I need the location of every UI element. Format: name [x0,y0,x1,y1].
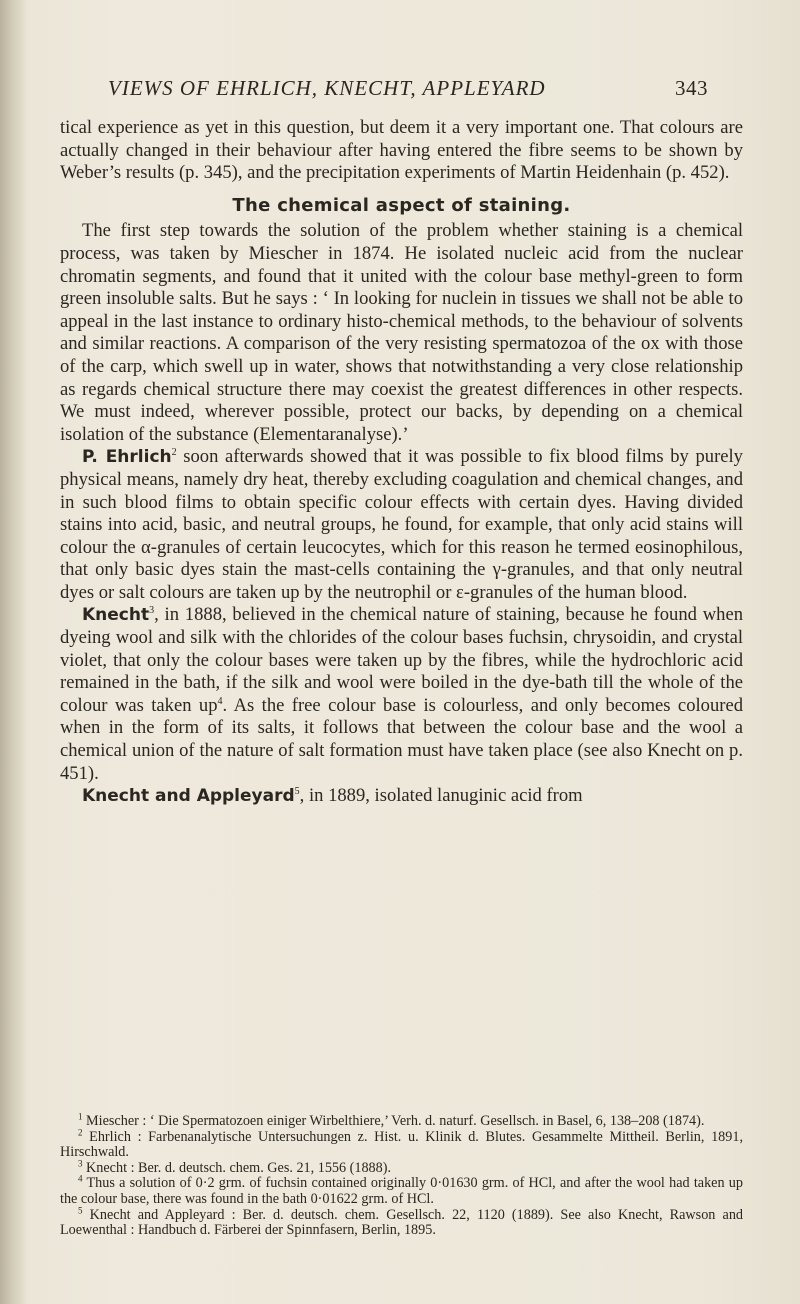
footnotes [60,1111,744,1239]
footnote-text: Ehrlich : Farbenanalytische Untersuchungen z. Hist. u. Klinik d. Blutes. Gesammelte Mittheil. Berlin, 1891, Hirschwald. [60,1128,743,1161]
footnote-ref-2: 2 [171,447,177,459]
paragraph-4-text-b: . As the free colour base is colourless, and only becomes coloured when in the form of its salts, it follows that between the colour base and the wool a chemical union of the nature of salt formation must have taken place (see also Knecht on p. 451). [60,694,743,784]
footnote-text: Miescher : ‘ Die Spermatozoen einiger Wirbelthiere,’ Verh. d. naturf. Gesellsch. in Basel, 6, 138–208 (1874). [86,1113,705,1129]
author-name-ehrlich: P. Ehrlich [82,447,172,468]
footnote-number: 5 [78,1204,83,1215]
paragraph-3 [60,446,743,604]
author-name-knecht-appleyard: Knecht and Appleyard [82,786,295,807]
paragraph-2 [60,220,743,446]
paragraph-2-text: The first step towards the solution of the problem whether staining is a chemical process, was taken by Miescher in 1874. He isolated nucleic acid from the nuclear chromatin segments, and found that it united with the colour base methyl-green to form green insoluble salts. But he says : ‘ In looking for nuclein in tissues we shall not be able to appeal in the last instance to ordinary histo-chemical methods, to the behaviour of solvents and similar reactions. A comparison of the very resisting spermatozoa of the ox with those of the carp, which swell up in water, shows that notwithstanding a very close relationship as regards chemical structure there may coexist the greatest differences in other respects. We must indeed, wherever possible, protect our backs, by depending on a chemical isolation of the substance (Elementaranalyse).’ [60,220,743,445]
footnote-text: Knecht : Ber. d. deutsch. chem. Ges. 21, 1556 (1888). [86,1159,392,1176]
main-text [60,117,743,808]
paragraph-1: tical experience as yet in this question, but deem it a very important one. That colours are actually changed in their behaviour after having entered the fibre seems to be shown by Weber’s results (p. 345), and the precipitation experiments of Martin Heidenhain (p. 452). [60,117,743,184]
paragraph-4-text-a: , in 1888, believed in the chemical nature of staining, because he found when dyeing wool and silk with the chlorides of the colour bases fuchsin, chrysoidin, and crystal violet, that only the colour bases were taken up by the fibres, while the hydrochloric acid remained in the bath, if the silk and wool were boiled in the dye-bath till the whole of the colour was taken up [60,604,743,716]
footnote-number: 1 [78,1111,83,1122]
page-header [108,76,708,106]
footnote [60,1204,744,1239]
page-number: 343 [675,76,708,100]
author-name-knecht: Knecht [82,605,150,626]
footnote [60,1111,743,1130]
footnote-text: Knecht and Appleyard : Ber. d. deutsch. chem. Gesellsch. 22, 1120 (1889). See also Knecht, Rawson and Loewenthal : Handbuch d. Färberei der Spinnfasern, Berlin, 1895. [60,1206,744,1239]
footnote-number: 4 [78,1173,83,1184]
section-heading: The chemical aspect of staining. [232,194,571,216]
paragraph-3-text: soon afterwards showed that it was possible to fix blood films by purely physical means, namely dry heat, thereby excluding coagulation and chemical changes, and in such blood films to obtain specific colour effects with certain dyes. Having divided stains into acid, basic, and neutral groups, he found, for example, that only acid stains will colour the α-granules of certain leucocytes, which for this reason he termed eosinophilous, that only basic dyes stain the mast-cells containing the γ-granules, and that only neutral dyes or salt colours are taken up by the neutrophil or ε-granules of the human blood. [60,446,743,603]
footnote-ref-5: 5 [294,786,300,798]
footnote-ref-4: 4 [217,695,223,707]
footnote-number: 3 [78,1158,83,1169]
footnote-ref-3: 3 [149,605,155,617]
paragraph-5-text: , in 1889, isolated lanuginic acid from [299,785,583,807]
paragraph-4 [60,604,743,785]
running-title: VIEWS OF EHRLICH, KNECHT, APPLEYARD [108,76,546,100]
footnote [60,1173,743,1207]
page-binding-shadow [0,0,26,1304]
footnote-text: Thus a solution of 0·2 grm. of fuchsin contained originally 0·01630 grm. of HCl, and after the wool had taken up the colour base, there was found in the bath 0·01622 grm. of HCl. [60,1175,743,1207]
footnote-number: 2 [78,1126,83,1137]
paragraph-5 [60,785,743,808]
footnote [60,1126,743,1161]
